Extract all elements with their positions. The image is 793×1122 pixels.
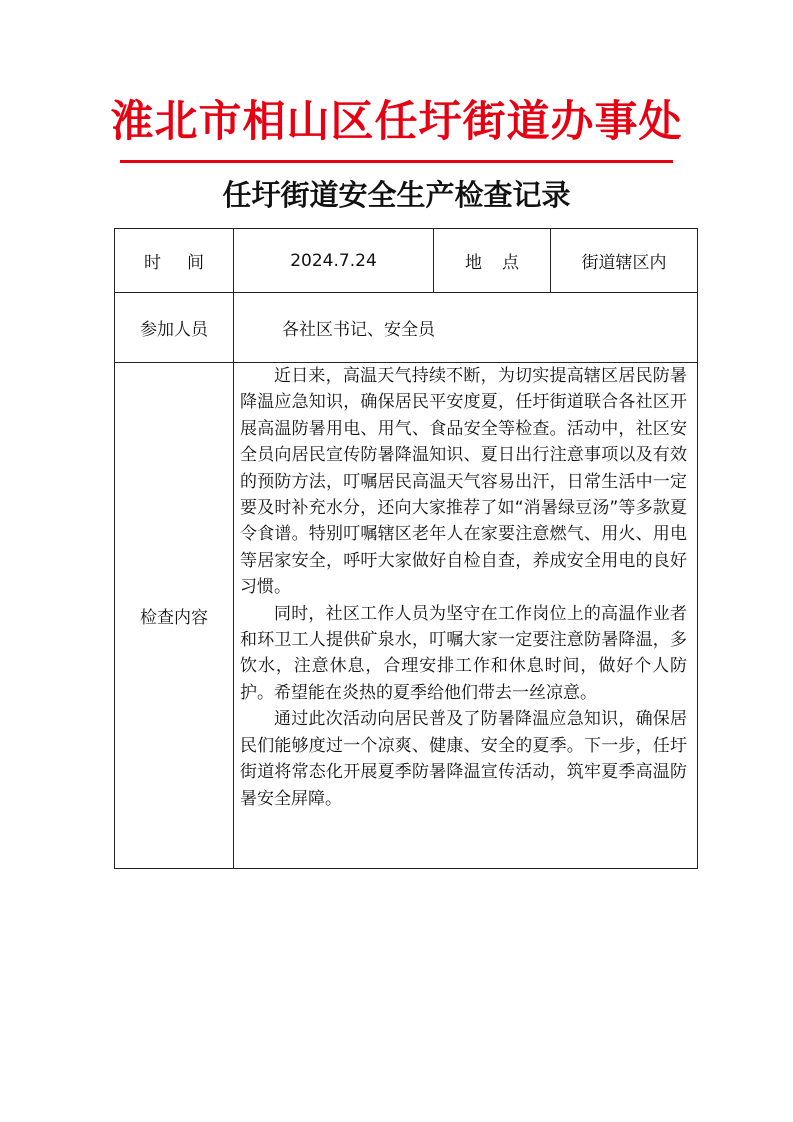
time-place-row [115, 229, 698, 293]
inspection-record-table [114, 228, 698, 869]
organization-title: 淮北市相山区任圩街道办事处 [110, 97, 683, 147]
participants-label: 参加人员 [115, 293, 234, 363]
participants-value: 各社区书记、安全员 [234, 293, 698, 363]
time-label: 时间 [115, 229, 234, 293]
red-divider-line [120, 160, 673, 163]
content-paragraph: 通过此次活动向居民普及了防暑降温应急知识，确保居民们能够度过一个凉爽、健康、安全的夏季。下一步，任圩街道将常态化开展夏季防暑降温宣传活动，筑牢夏季高温防暑安全屏障。 [240, 709, 687, 809]
content-paragraph: 近日来，高温天气持续不断，为切实提高辖区居民防暑降温应急知识，确保居民平安度夏，任圩街道联合各社区开展高温防暑用电、用气、食品安全等检查。活动中，社区安全员向居民宣传防暑降温知识、夏日出行注意事项以及有效的预防方法，叮嘱居民高温天气容易出汗，日常生活中一定要及时补充水分，还向大家推荐了如“消暑绿豆汤”等多款夏令食谱。特别叮嘱辖区老年人在家要注意燃气、用火、用电等居家安全，呼吁大家做好自检自查，养成安全用电的良好习惯。 [240, 366, 687, 598]
time-value: 2024.7.24 [234, 229, 434, 293]
place-label: 地点 [434, 229, 551, 293]
content-row [115, 363, 698, 869]
content-paragraph: 同时，社区工作人员为坚守在工作岗位上的高温作业者和环卫工人提供矿泉水，叮嘱大家一定要注意防暑降温，多饮水，注意休息，合理安排工作和休息时间，做好个人防护。希望能在炎热的夏季给他们带去一丝凉意。 [240, 603, 687, 703]
content-body [234, 363, 698, 869]
document-title: 任圩街道安全生产检查记录 [222, 178, 571, 212]
content-label: 检查内容 [115, 363, 234, 869]
participants-row [115, 293, 698, 363]
place-value: 街道辖区内 [551, 229, 698, 293]
